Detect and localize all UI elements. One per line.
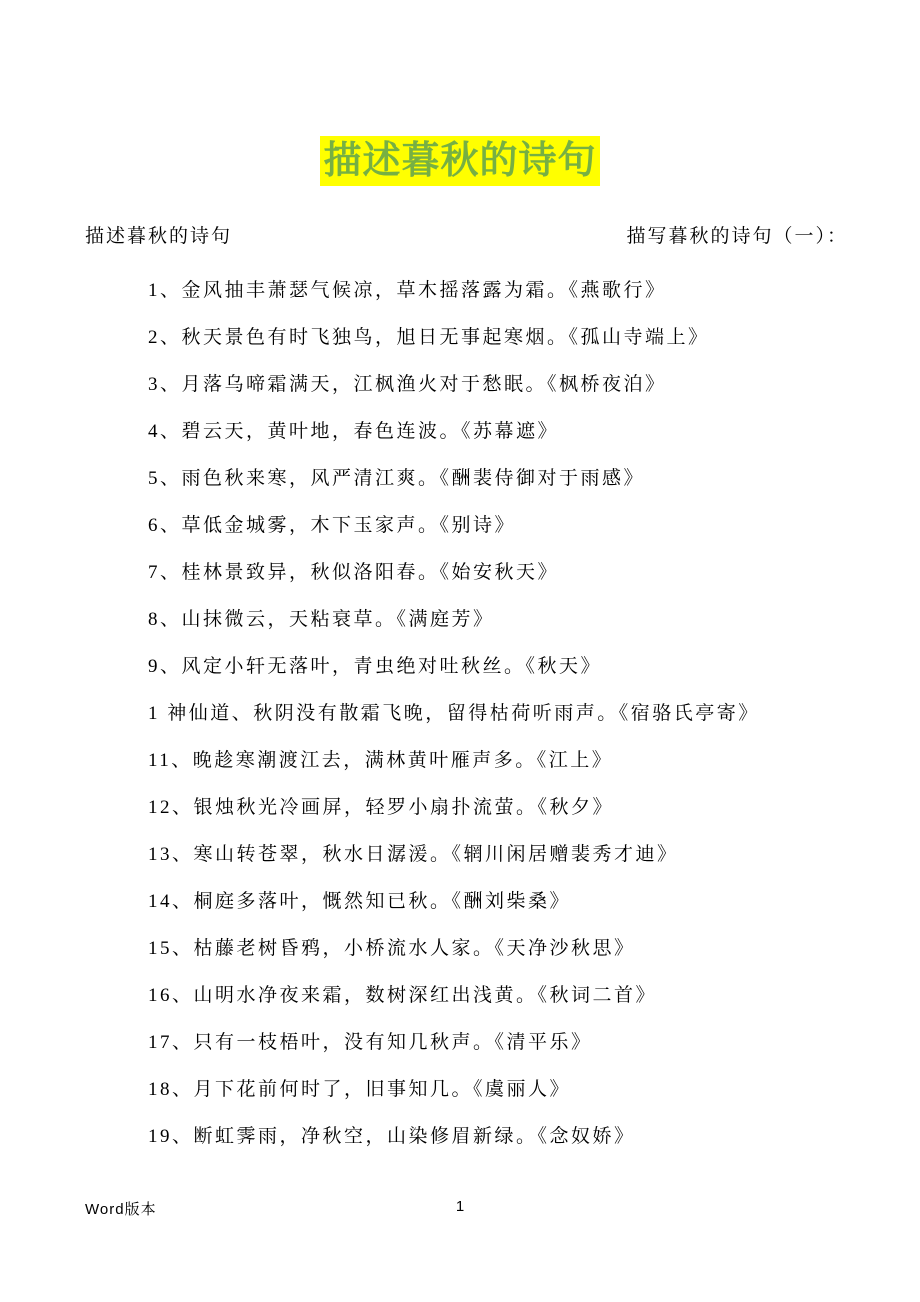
- list-item: 14、桐庭多落叶，慨然知已秋。《酬刘柴桑》: [148, 891, 572, 912]
- poem-list: [0, 265, 920, 1158]
- intro-right-text: 描写暮秋的诗句（一）：: [626, 226, 848, 247]
- list-item: 1 神仙道、秋阴没有散霜飞晚，留得枯荷听雨声。《宿骆氏亭寄》: [148, 703, 760, 724]
- list-item: 1、金风抽丰萧瑟气候凉，草木摇落露为霜。《燕歌行》: [148, 280, 667, 301]
- list-item: 17、只有一枝梧叶，没有知几秋声。《清平乐》: [148, 1032, 593, 1053]
- intro-left-text: 描述暮秋的诗句: [85, 226, 233, 247]
- list-item: 16、山明水净夜来霜，数树深红出浅黄。《秋词二首》: [148, 985, 658, 1006]
- intro-row: [0, 224, 920, 250]
- list-item: 15、枯藤老树昏鸦，小桥流水人家。《天净沙秋思》: [148, 938, 636, 959]
- list-item: 2、秋天景色有时飞独鸟，旭日无事起寒烟。《孤山寺端上》: [148, 327, 710, 348]
- list-item: 19、断虹霁雨，净秋空，山染修眉新绿。《念奴娇》: [148, 1126, 636, 1147]
- page-title: 描述暮秋的诗句: [320, 136, 599, 186]
- list-item: 7、桂林景致异，秋似洛阳春。《始安秋天》: [148, 562, 560, 583]
- list-item: 8、山抹微云，天粘衰草。《满庭芳》: [148, 609, 495, 630]
- title-wrap: [0, 0, 920, 186]
- list-item: 9、风定小轩无落叶，青虫绝对吐秋丝。《秋天》: [148, 656, 603, 677]
- list-item: 3、月落乌啼霜满天，江枫渔火对于愁眠。《枫桥夜泊》: [148, 374, 667, 395]
- list-item: 11、晚趁寒潮渡江去，满林黄叶雁声多。《江上》: [148, 750, 614, 771]
- list-item: 5、雨色秋来寒，风严清江爽。《酬裴侍御对于雨感》: [148, 468, 646, 489]
- list-item: 12、银烛秋光冷画屏，轻罗小扇扑流萤。《秋夕》: [148, 797, 615, 818]
- list-item: 13、寒山转苍翠，秋水日潺湲。《辋川闲居赠裴秀才迪》: [148, 844, 679, 865]
- footer-word-version-label: Word版本: [85, 1201, 157, 1218]
- list-item: 18、月下花前何时了，旧事知几。《虞丽人》: [148, 1079, 572, 1100]
- list-item: 4、碧云天，黄叶地，春色连波。《苏幕遮》: [148, 421, 560, 442]
- list-item: 6、草低金城雾，木下玉家声。《别诗》: [148, 515, 517, 536]
- footer-page-number: 1: [455, 1198, 465, 1215]
